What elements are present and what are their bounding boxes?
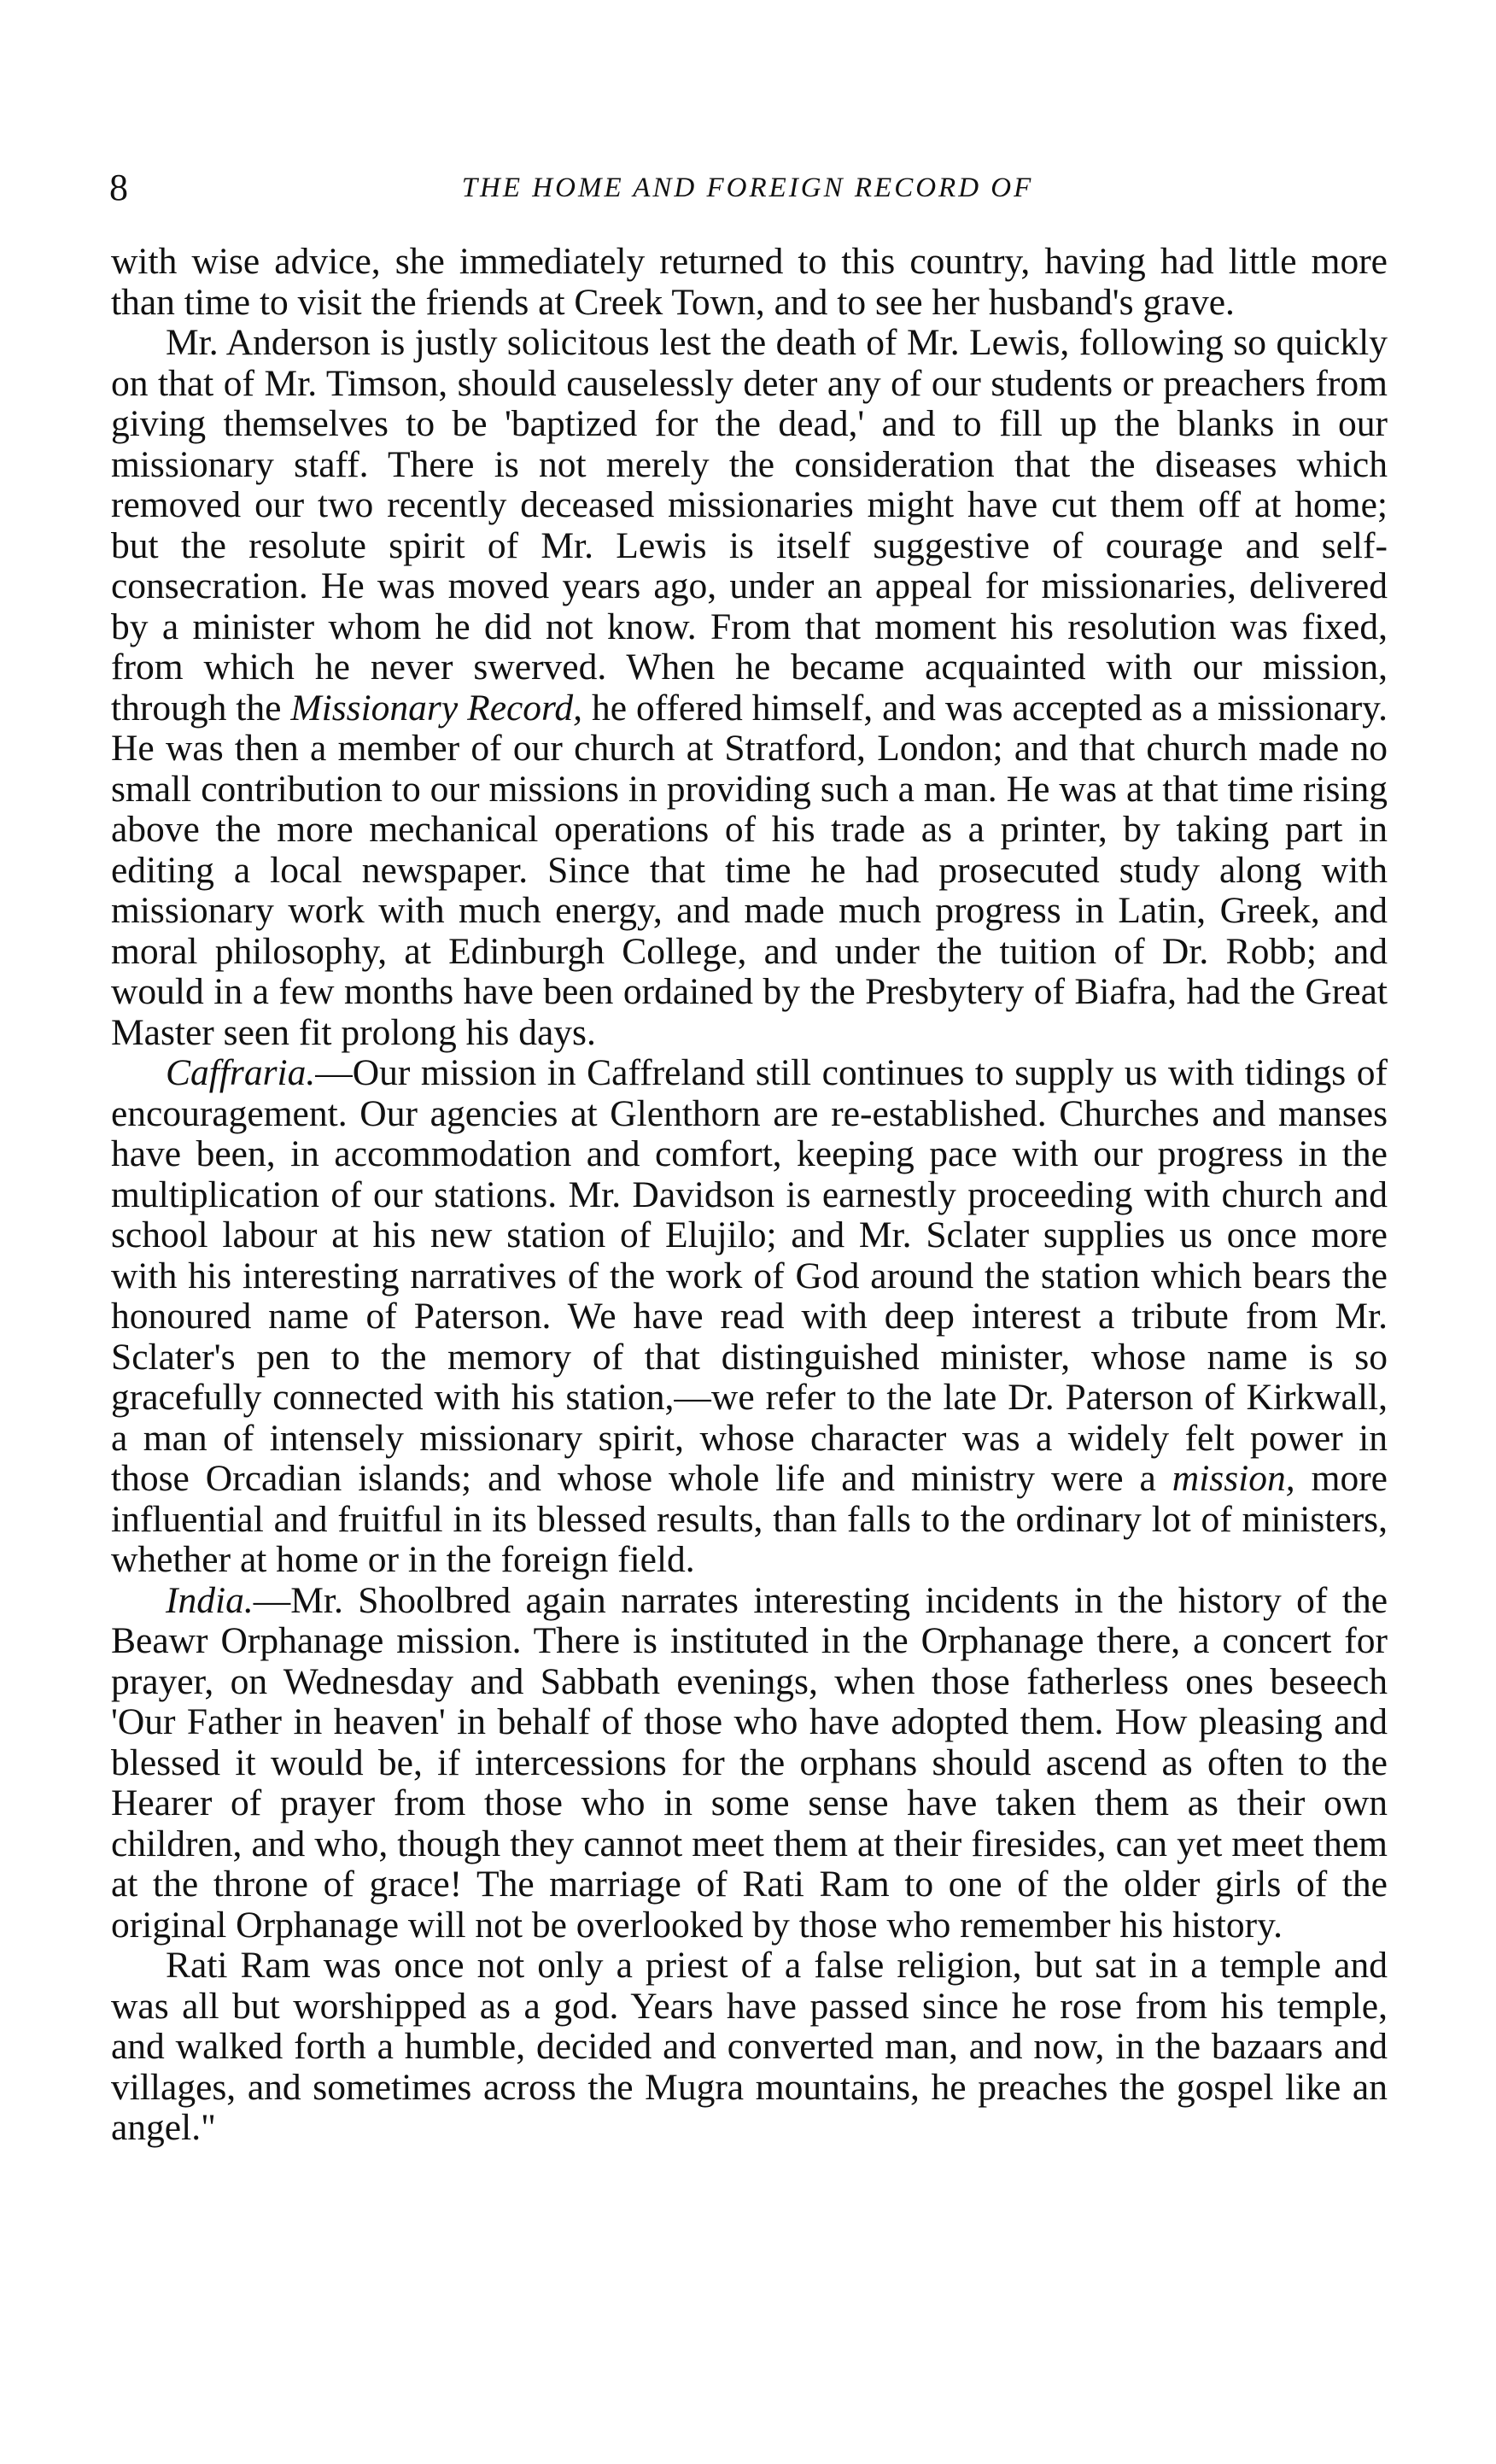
paragraph-rati-ram xyxy=(111,1946,1388,2149)
paragraph-text: Rati Ram was once not only a priest of a false religion, but sat in a temple and was all but worshipped as a god. Years have passed since he rose from his temple, and walked forth a humble, decided and converted man, and now, in the bazaars and villages, and sometimes across the Mugra mountains, he preaches the gospel like an angel." xyxy=(111,1945,1388,2148)
page-number: 8 xyxy=(109,167,128,208)
running-head: THE HOME AND FOREIGN RECORD OF xyxy=(461,173,1034,203)
paragraph-text: with wise advice, she immediately returned to this country, having had little more than time to visit the friends at Creek Town, and to see her husband's grave. xyxy=(111,241,1388,323)
paragraph-text: —Mr. Shoolbred again narrates interesting incidents in the history of the Beawr Orphanage mission. There is instituted in the Orphanage there, a concert for prayer, on Wednesday and Sabbath evenings, when those fatherless ones beseech 'Our Father in heaven' in behalf of those who have adopted them. How pleasing and blessed it would be, if intercessions for the orphans should ascend as often to the Hearer of prayer from those who in some sense have taken them as their own children, and who, though they cannot meet them at their firesides, can yet meet them at the throne of grace! The marriage of Rati Ram to one of the older girls of the original Orphanage will not be overlooked by those who remember his history. xyxy=(111,1579,1388,1946)
paragraph-text: he offered himself, and was accepted as a missionary. He was then a member of our church at Stratford, London; and that church made no small contribution to our missions in providing such a man. He was at that time rising above the more mechanical operations of his trade as a printer, by taking part in editing a local newspaper. Since that time he had prosecuted study along with missionary work with much energy, and made much progress in Latin, Greek, and moral philosophy, at Edinburgh College, and under the tuition of Dr. Robb; and would in a few months have been ordained by the Presbytery of Biafra, had the Great Master seen fit prolong his days. xyxy=(111,687,1388,1053)
paragraph-mr-lewis xyxy=(111,323,1388,1053)
paragraph-text: Mr. Anderson is justly solicitous lest the death of Mr. Lewis, following so quickly on that of Mr. Timson, should causelessly deter any of our students or preachers from giving themselves to be 'baptized for the dead,' and to fill up the blanks in our missionary staff. There is not merely the consideration that the diseases which removed our two recently deceased missionaries might have cut them off at home; but the resolute spirit of Mr. Lewis is itself suggestive of courage and self-consecration. He was moved years ago, under an appeal for missionaries, delivered by a minister whom he did not know. From that moment his resolution was fixed, from which he never swerved. When he became acquainted with our mission, through the xyxy=(111,322,1388,729)
paragraph-text: —Our mission in Caffreland still continues to supply us with tidings of encouragement. Our agencies at Glenthorn are re-established. Churches and manses have been, in accommodation and comfort, keeping pace with our progress in the multiplication of our stations. Mr. Davidson is earnestly proceeding with church and school labour at his new station of Elujilo; and Mr. Sclater supplies us once more with his interesting narratives of the work of God around the station which bears the honoured name of Paterson. We have read with deep interest a tribute from Mr. Sclater's pen to the memory of that distinguished minister, whose name is so gracefully connected with his station,—we refer to the late Dr. Paterson of Kirkwall, a man of intensely missionary spirit, whose character was a widely felt power in those Orcadian islands; and whose whole life and ministry were a xyxy=(111,1052,1388,1499)
paragraph-text: more influential and fruitful in its blessed results, than falls to the ordinary lot of ministers, whether at home or in the foreign field. xyxy=(111,1458,1388,1580)
section-lead-india: India. xyxy=(166,1579,254,1621)
section-lead-caffraria: Caffraria. xyxy=(166,1052,316,1093)
publication-title: Missionary Record, xyxy=(290,687,582,729)
page-header xyxy=(109,167,1386,209)
emphasis-word: mission, xyxy=(1172,1458,1295,1499)
body-text xyxy=(111,242,1388,2149)
paragraph-caffraria xyxy=(111,1053,1388,1581)
paragraph-continuation xyxy=(111,242,1388,323)
paragraph-india xyxy=(111,1581,1388,1946)
